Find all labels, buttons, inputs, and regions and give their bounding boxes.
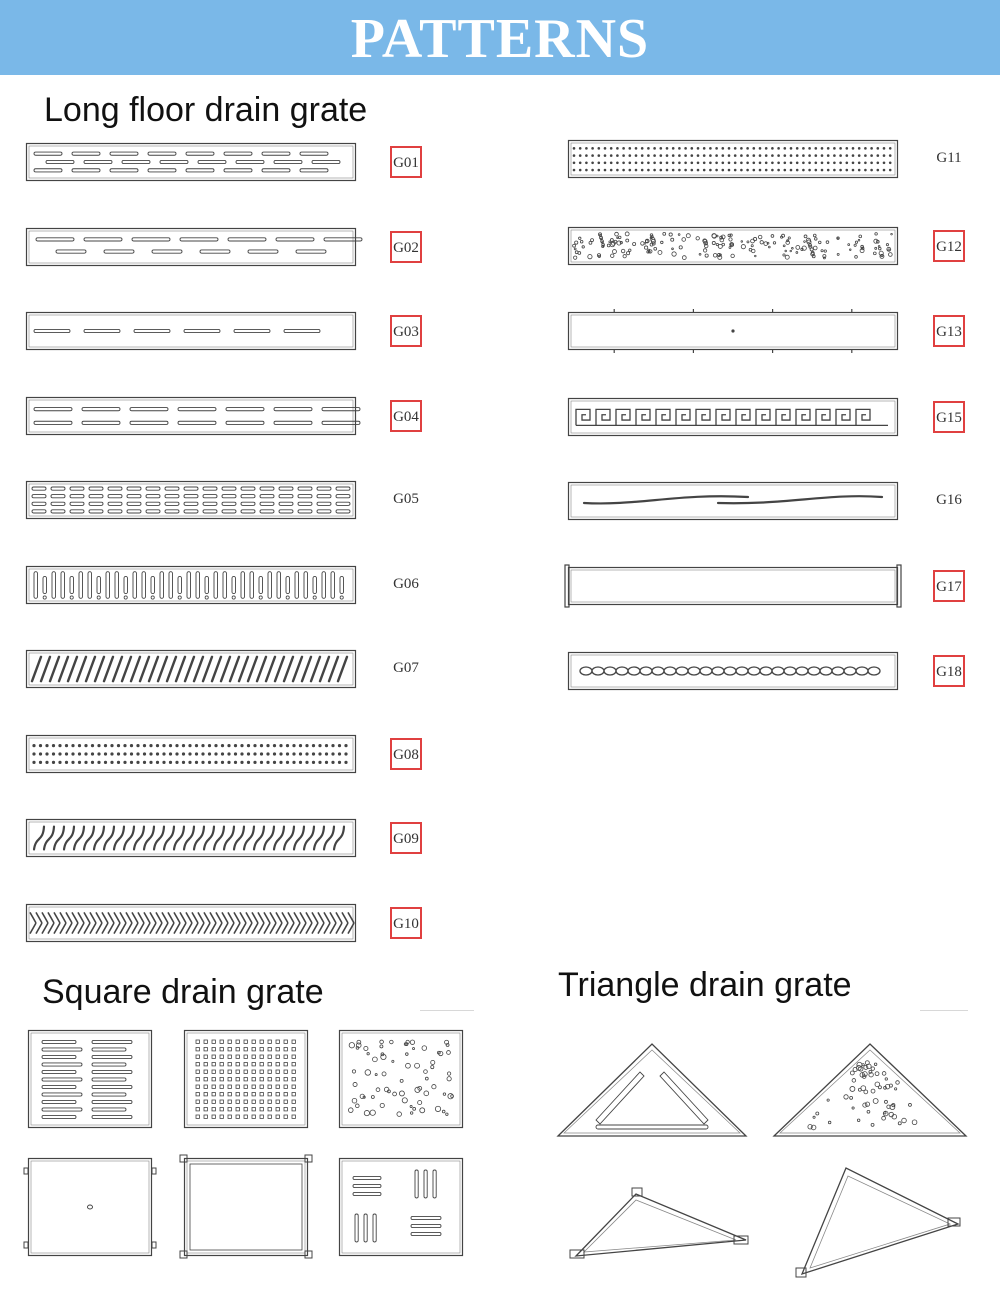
square-grate-slots (28, 1030, 152, 1128)
square-grate-tile-insert (28, 1158, 152, 1256)
grate-code-label: G04 (390, 400, 422, 432)
right-g13-drawing (568, 312, 898, 350)
grate-code-label: G16 (936, 492, 962, 508)
grate-code-label: G15 (933, 401, 965, 433)
left-g01-drawing (26, 143, 356, 181)
left-g09-drawing (26, 819, 356, 857)
grate-code-label: G10 (390, 907, 422, 939)
divider (920, 1010, 968, 1011)
grate-code-label: G12 (933, 230, 965, 262)
left-g08-drawing (26, 735, 356, 773)
grate-code-label: G11 (936, 150, 962, 166)
square-grate-plain-frame (184, 1158, 308, 1256)
grate-code-label: G05 (393, 491, 419, 507)
left-g05-drawing (26, 481, 356, 519)
grate-code-label: G08 (390, 738, 422, 770)
header-bar (0, 0, 1000, 75)
left-g07-drawing (26, 650, 356, 688)
left-g10-drawing (26, 904, 356, 942)
triangle-grate-triangle-frame (566, 1186, 756, 1264)
square-grate-bar-groups (339, 1158, 463, 1256)
triangle-grate-triangle-slots (556, 1042, 748, 1140)
grate-code-label: G07 (393, 660, 419, 676)
grate-code-label: G18 (933, 655, 965, 687)
left-g04-drawing (26, 397, 356, 435)
right-g16-drawing (568, 482, 898, 520)
section-title-long: Long floor drain grate (44, 91, 368, 129)
section-title-square: Square drain grate (42, 973, 324, 1011)
right-g12-drawing (568, 227, 898, 265)
right-g17-drawing (568, 567, 898, 605)
grate-code-label: G02 (390, 231, 422, 263)
divider (420, 1010, 474, 1011)
right-g15-drawing (568, 398, 898, 436)
left-g03-drawing (26, 312, 356, 350)
right-g18-drawing (568, 652, 898, 690)
grate-code-label: G06 (393, 575, 419, 592)
right-g11-drawing (568, 140, 898, 178)
section-title-triangle: Triangle drain grate (558, 966, 852, 1004)
square-grate-dot-grid (184, 1030, 308, 1128)
square-grate-circles (339, 1030, 463, 1128)
triangle-grate-triangle-frame-angled (794, 1164, 964, 1282)
grate-code-label: G13 (933, 315, 965, 347)
grate-code-label: G01 (390, 146, 422, 178)
left-g02-drawing (26, 228, 356, 266)
triangle-grate-triangle-circles (772, 1042, 968, 1140)
grate-code-label: G09 (390, 822, 422, 854)
grate-code-label: G03 (390, 315, 422, 347)
left-g06-drawing (26, 566, 356, 604)
grate-code-label: G17 (933, 570, 965, 602)
page-title: PATTERNS (350, 8, 650, 70)
